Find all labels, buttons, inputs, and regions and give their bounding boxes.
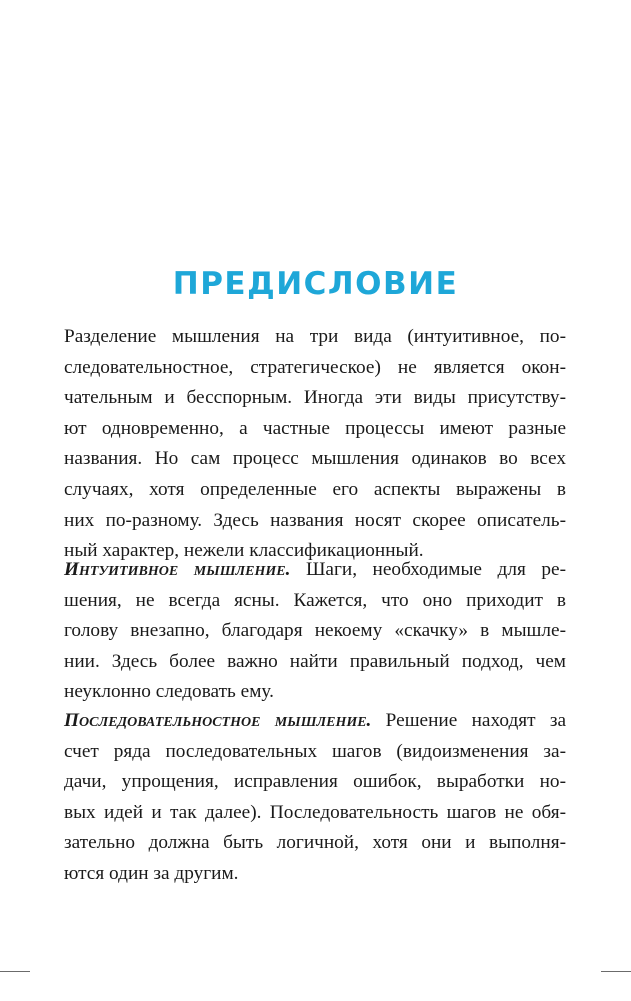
text-line: счет ряда последовательных шагов (видоизменения за- (64, 740, 566, 762)
text-line-first (64, 706, 566, 737)
text-line: шения, не всегда ясны. Кажется, что оно приходит в (64, 589, 566, 611)
text-line: них по-разному. Здесь названия носят скорее описатель- (64, 509, 566, 531)
text-line: ный характер, нежели классификационный. (64, 540, 424, 562)
text-line: следовательностное, стратегическое) не является окон- (64, 356, 566, 378)
term-heading: Последовательностное мышление. (64, 710, 372, 731)
paragraph-intro (64, 322, 566, 567)
text-fragment: Решение находят за (371, 710, 567, 731)
text-line: чательным и бесспорным. Иногда эти виды присутству- (64, 387, 566, 409)
text-line: названия. Но сам процесс мышления одинаков во всех (64, 448, 566, 470)
term-heading: Интуитивное мышление. (64, 559, 291, 580)
text-line-first (64, 555, 566, 586)
paragraph-intuitive-thinking (64, 555, 566, 708)
text-line: Разделение мышления на три вида (интуитивное, по- (64, 326, 566, 347)
text-line: случаях, хотя определенные его аспекты выражены в (64, 478, 566, 500)
text-line: ются один за другим. (64, 862, 239, 884)
text-line: вых идей и так далее). Последовательность шагов не обя- (64, 801, 566, 823)
text-line: неуклонно следовать ему. (64, 681, 274, 703)
page-title: ПРЕДИСЛОВИЕ (172, 266, 459, 302)
text-fragment: Шаги, необходимые для ре- (290, 559, 567, 580)
text-line: голову внезапно, благодаря некоему «скачку» в мышле- (64, 620, 566, 642)
crop-mark-left (0, 971, 30, 972)
text-line: нии. Здесь более важно найти правильный подход, чем (64, 650, 566, 672)
text-line: дачи, упрощения, исправления ошибок, выработки но- (64, 771, 566, 793)
text-line: зательно должна быть логичной, хотя они и выполня- (64, 832, 566, 854)
text-line: ют одновременно, а частные процессы имеют разные (64, 417, 566, 439)
paragraph-sequential-thinking (64, 706, 566, 890)
crop-mark-right (601, 971, 631, 972)
